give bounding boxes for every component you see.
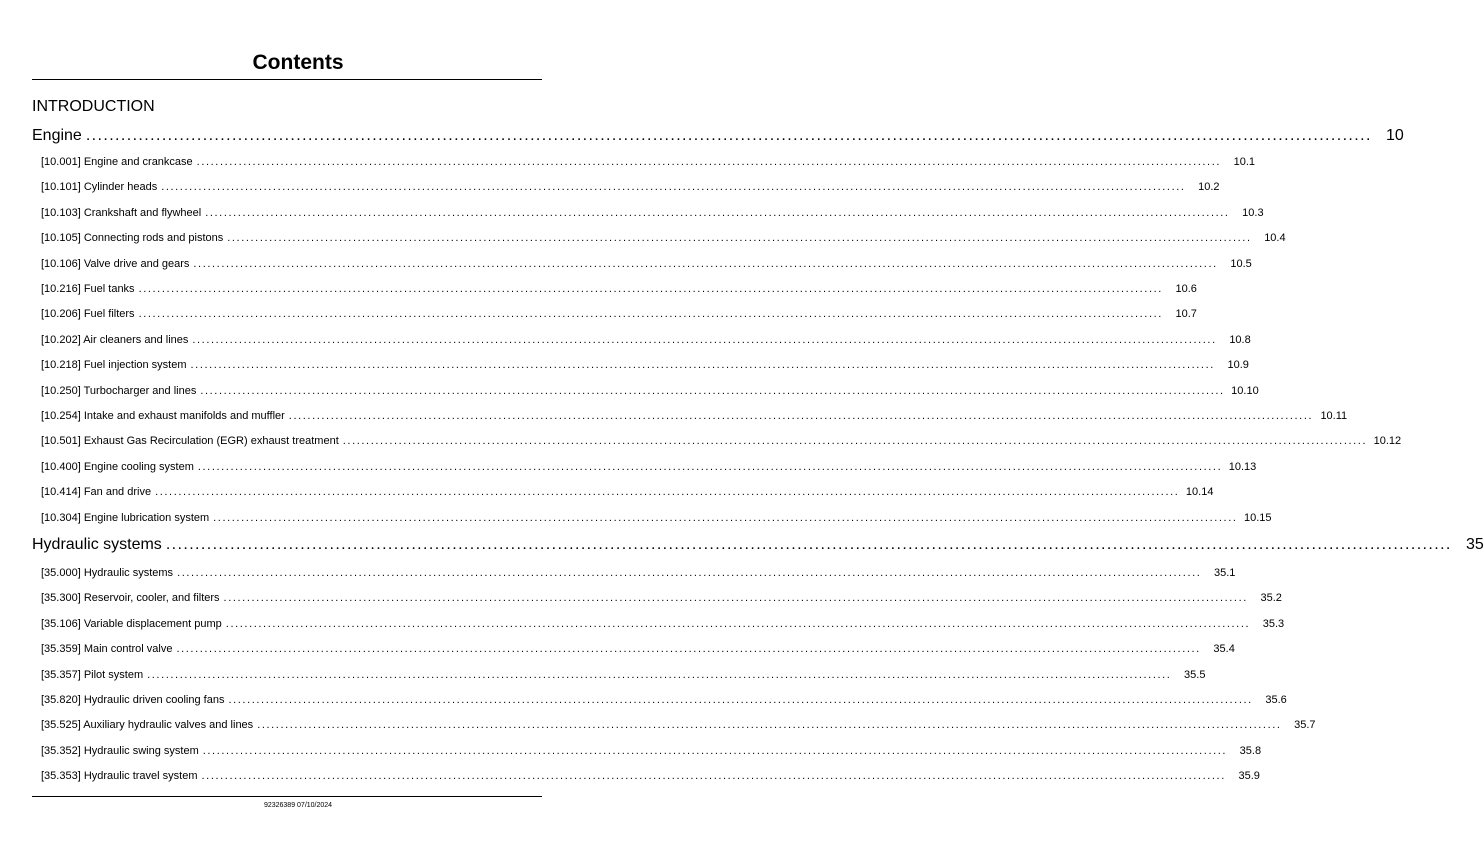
section-title: [10.501] Exhaust Gas Recirculation (EGR) exhaust treatment [41,435,339,447]
toc-section-entry[interactable] [41,616,1285,632]
toc-section-entry[interactable] [41,743,1262,759]
page-number: 10.15 [1243,512,1272,524]
section-title: [10.105] Connecting rods and pistons [41,232,224,244]
page-number: 10 [1386,127,1404,144]
page-number: 10.12 [1373,435,1402,447]
dot-leader: ............................................................................................................................................................................................................................ [176,643,1201,655]
dot-leader: ............................................................................................................................................................................................................................ [155,486,1180,498]
dot-leader: ............................................................................................................................................................................................................................ [177,567,1202,579]
page-number: 35.1 [1214,567,1236,579]
page-number: 10.10 [1231,385,1259,397]
toc-section-entry[interactable] [41,357,1249,373]
page-number: 10.11 [1320,410,1348,422]
toc-section-entry[interactable] [41,383,1259,399]
page-number: 10.9 [1227,359,1249,371]
dot-leader: ............................................................................................................................................................................................................................ [196,156,1222,168]
page-number: 35.8 [1239,745,1262,757]
page-number: 10.13 [1228,461,1257,473]
toc-section-entry[interactable] [41,433,1402,449]
section-title: [35.352] Hydraulic swing system [41,745,199,757]
page-number: 35.9 [1238,770,1260,782]
page-number: 35.7 [1294,719,1316,731]
section-title: [10.103] Crankshaft and flywheel [41,207,202,219]
page-number: 35.3 [1262,618,1285,630]
page-number: 10.1 [1233,156,1256,168]
page-number: 35.4 [1213,643,1235,655]
page-number: 10.4 [1264,232,1286,244]
dot-leader: ............................................................................................................................................................................................................................ [138,308,1163,320]
chapter-title: Hydraulic systems [32,536,162,553]
toc-section-entry[interactable] [41,230,1286,246]
dot-leader: ............................................................................................................................................................................................................................ [192,334,1217,346]
chapter-title: Engine [32,127,82,144]
toc-section-entry[interactable] [41,667,1206,683]
dot-leader: ............................................................................................................................................................................................................................ [161,181,1186,193]
toc-section-entry[interactable] [41,565,1236,581]
toc-section-entry[interactable] [41,256,1252,272]
section-title: [35.525] Auxiliary hydraulic valves and lines [41,719,254,731]
page-number: 10.6 [1175,283,1197,295]
section-title: [10.206] Fuel filters [41,308,135,320]
dot-leader: ............................................................................................................................................................................................................................ [205,207,1230,219]
page-number: 10.2 [1198,181,1220,193]
section-title: [35.359] Main control valve [41,643,173,655]
toc-chapter-entry[interactable] [32,534,1484,556]
dot-leader: ............................................................................................................................................................................................................................ [223,592,1248,604]
page-number: 10.7 [1175,308,1197,320]
page-number: 10.5 [1230,258,1252,270]
page-number: 10.3 [1242,207,1264,219]
dot-leader: ............................................................................................................................................................................................................................ [225,618,1251,630]
section-title: [10.216] Fuel tanks [41,283,135,295]
section-title: [10.106] Valve drive and gears [41,258,190,270]
toc-section-entry[interactable] [41,717,1316,733]
toc-section-entry[interactable] [41,459,1257,475]
section-title: [35.357] Pilot system [41,669,144,681]
section-title: [10.400] Engine cooling system [41,461,194,473]
toc-chapter-entry[interactable] [32,125,1404,147]
introduction-link[interactable]: INTRODUCTION [32,98,155,115]
page-title: Contents [252,51,344,74]
dot-leader: ............................................................................................................................................................................................................................ [227,232,1252,244]
dot-leader: ............................................................................................................................................................................................................................ [193,258,1218,270]
header-rule [32,79,542,80]
toc-section-entry[interactable] [41,768,1260,784]
toc-section-entry[interactable] [41,154,1256,170]
dot-leader: ............................................................................................................................................................................................................................ [257,719,1282,731]
toc-section-entry[interactable] [41,306,1197,322]
dot-leader: ............................................................................................................................................................................................................................ [197,461,1223,473]
dot-leader: ............................................................................................................................................................................................................................ [165,536,1452,553]
toc-section-entry[interactable] [41,692,1287,708]
footer-rule [32,796,542,797]
toc-section-entry[interactable] [41,590,1282,606]
section-title: [35.353] Hydraulic travel system [41,770,198,782]
toc-section-entry[interactable] [41,510,1272,526]
section-title: [10.202] Air cleaners and lines [41,334,189,346]
page-number: 35.2 [1260,592,1282,604]
page-number: 10.8 [1229,334,1251,346]
dot-leader: ............................................................................................................................................................................................................................ [200,385,1225,397]
section-title: [35.106] Variable displacement pump [41,618,222,630]
dot-leader: ............................................................................................................................................................................................................................ [213,512,1238,524]
page-number: 35 [1465,536,1484,553]
dot-leader: ............................................................................................................................................................................................................................ [85,127,1372,144]
toc-section-entry[interactable] [41,484,1214,500]
dot-leader: ............................................................................................................................................................................................................................ [202,745,1228,757]
section-title: [35.300] Reservoir, cooler, and filters [41,592,220,604]
section-title: [10.001] Engine and crankcase [41,156,193,168]
section-title: [10.101] Cylinder heads [41,181,158,193]
dot-leader: ............................................................................................................................................................................................................................ [138,283,1163,295]
dot-leader: ............................................................................................................................................................................................................................ [147,669,1172,681]
dot-leader: ............................................................................................................................................................................................................................ [201,770,1226,782]
section-title: [10.254] Intake and exhaust manifolds and muffler [41,410,285,422]
toc-section-entry[interactable] [41,641,1235,657]
dot-leader: ............................................................................................................................................................................................................................ [288,410,1314,422]
section-title: [10.304] Engine lubrication system [41,512,210,524]
section-title: [10.250] Turbocharger and lines [41,385,197,397]
toc-section-entry[interactable] [41,408,1348,424]
section-title: [35.000] Hydraulic systems [41,567,174,579]
dot-leader: ............................................................................................................................................................................................................................ [342,435,1368,447]
dot-leader: ............................................................................................................................................................................................................................ [228,694,1253,706]
section-title: [35.820] Hydraulic driven cooling fans [41,694,225,706]
page-number: 35.5 [1184,669,1206,681]
toc-section-entry[interactable] [41,332,1251,348]
section-title: [10.218] Fuel injection system [41,359,187,371]
toc-section-entry[interactable] [41,281,1197,297]
section-title: [10.414] Fan and drive [41,486,152,498]
toc-section-entry[interactable] [41,205,1264,221]
dot-leader: ............................................................................................................................................................................................................................ [190,359,1215,371]
toc-section-entry[interactable] [41,179,1220,195]
page-number: 35.6 [1265,694,1287,706]
document-footer: 92326389 07/10/2024 [263,802,333,809]
page-number: 10.14 [1185,486,1214,498]
